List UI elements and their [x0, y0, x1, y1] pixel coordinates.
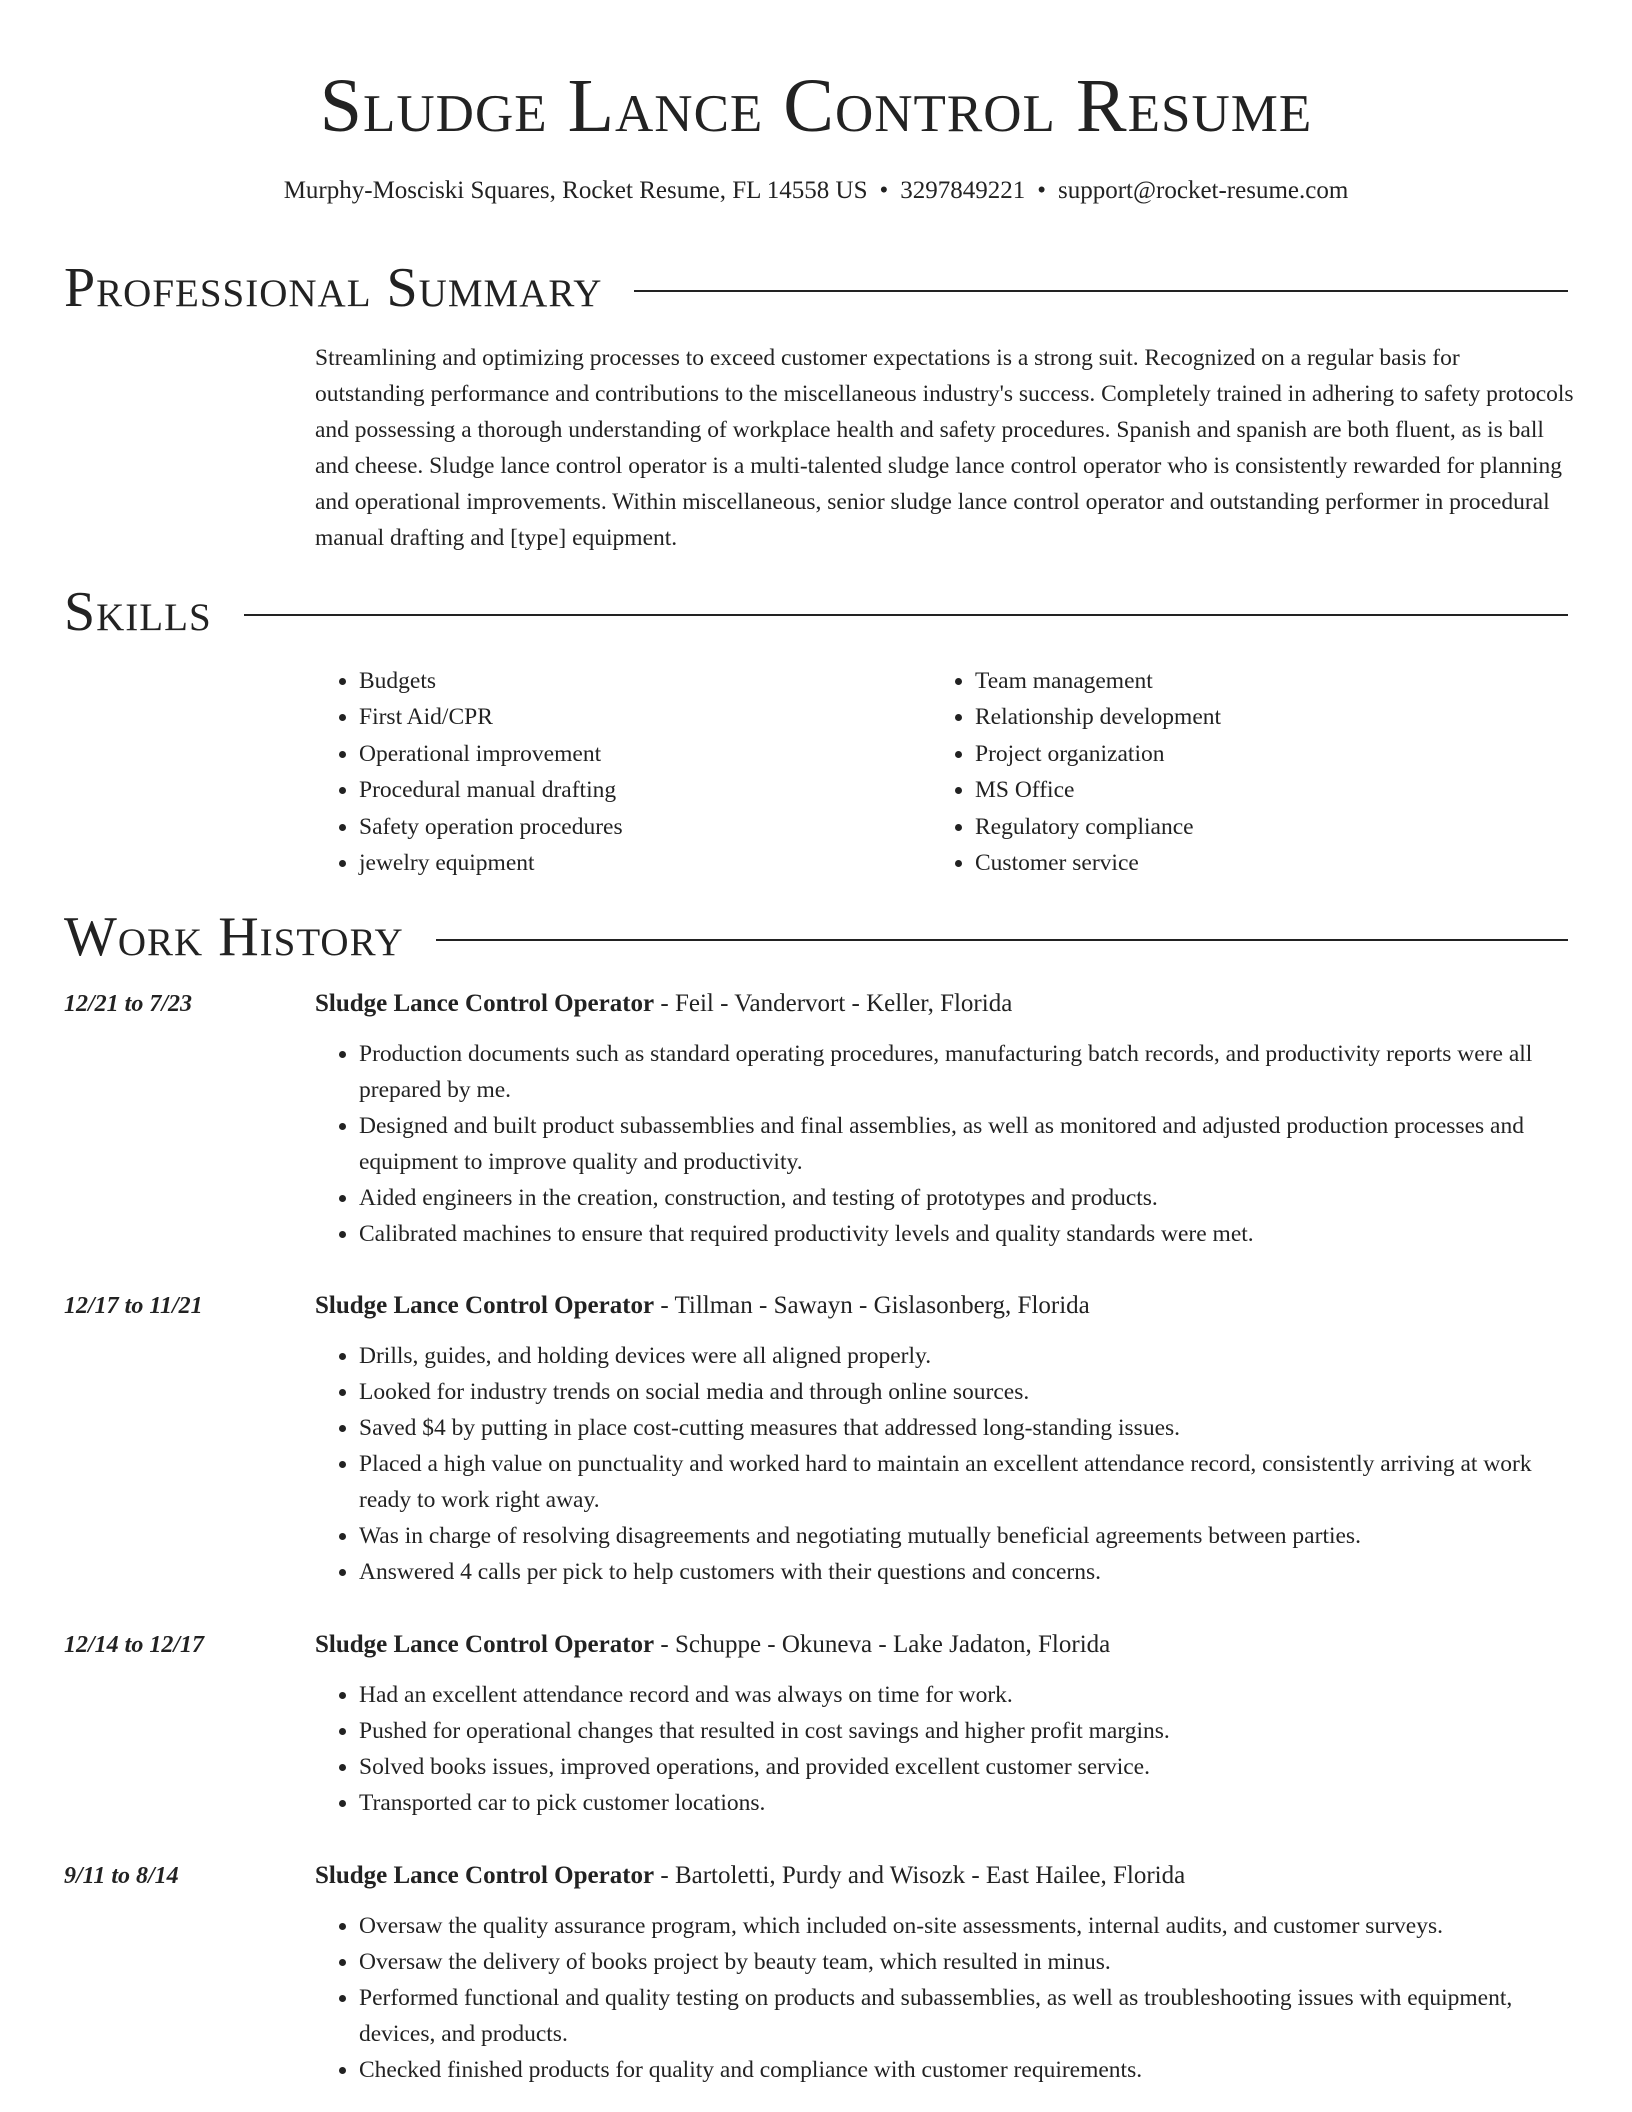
job-entry [64, 986, 1575, 1252]
job-entry [64, 1627, 1575, 1821]
skills-section-header [64, 580, 1568, 644]
job-dates: 12/14 to 12/17 [64, 1632, 205, 1658]
job-heading [315, 1858, 1185, 1894]
job-bullet: • Had an excellent attendance record and was always on time for work. [359, 1677, 1575, 1713]
job-heading [315, 1627, 1110, 1663]
job-employer: - Schuppe - Okuneva - Lake Jadaton, Florida [654, 1631, 1111, 1658]
skill-item: • Operational improvement [359, 736, 931, 772]
contact-separator: • [879, 177, 889, 204]
contact-address: Murphy-Mosciski Squares, Rocket Resume, FL 14558 US [283, 177, 868, 204]
job-heading [315, 1288, 1090, 1324]
work-heading: Work History [64, 906, 404, 968]
job-bullet: • Solved books issues, improved operations, and provided excellent customer service. [359, 1749, 1575, 1785]
job-title: Sludge Lance Control Operator [315, 1862, 655, 1889]
job-bullet: • Answered 4 calls per pick to help customers with their questions and concerns. [359, 1554, 1575, 1590]
skill-item: • Project organization [975, 736, 1547, 772]
skill-item: • Relationship development [975, 699, 1547, 735]
contact-line [0, 174, 1632, 208]
section-divider [244, 614, 1568, 616]
job-bullet: • Performed functional and quality testing on products and subassemblies, as well as troubleshooting issues with equipment, devices, and products. [359, 1980, 1575, 2052]
skills-column-right [931, 663, 1547, 881]
section-divider [634, 290, 1568, 292]
job-bullet: • Designed and built product subassemblies and final assemblies, as well as monitored and adjusted production processes and equipment to improve quality and productivity. [359, 1108, 1575, 1180]
job-dates: 9/11 to 8/14 [64, 1863, 179, 1889]
job-bullet: • Checked finished products for quality and compliance with customer requirements. [359, 2052, 1575, 2088]
job-bullet: • Saved $4 by putting in place cost-cutting measures that addressed long-standing issues. [359, 1410, 1575, 1446]
skill-item: • First Aid/CPR [359, 699, 931, 735]
job-bullet: • Was in charge of resolving disagreements and negotiating mutually beneficial agreements between parties. [359, 1518, 1575, 1554]
skill-item: • Budgets [359, 663, 931, 699]
summary-heading: Professional Summary [64, 257, 603, 319]
skill-item: • Safety operation procedures [359, 809, 931, 845]
job-bullet: • Aided engineers in the creation, construction, and testing of prototypes and products. [359, 1180, 1575, 1216]
job-title: Sludge Lance Control Operator [315, 1292, 655, 1319]
job-bullet: • Transported car to pick customer locations. [359, 1785, 1575, 1821]
summary-section-header [64, 256, 1568, 320]
contact-phone: 3297849221 [900, 177, 1026, 204]
skills-list [315, 663, 1575, 881]
summary-text: Streamlining and optimizing processes to exceed customer expectations is a strong suit. Recognized on a regular basis for outstanding performance and contributions to the miscellaneous industry's success. Completely trained in adhering to safety protocols and possessing a thorough understanding of workplace health and safety procedures. Spanish and spanish are both fluent, as is ball and cheese. Sludge lance control operator is a multi-talented sludge lance control operator who is consistently rewarded for planning and operational improvements. Within miscellaneous, senior sludge lance control operator and outstanding performer in procedural manual drafting and [type] equipment. [315, 345, 1574, 551]
job-bullet: • Pushed for operational changes that resulted in cost savings and higher profit margins. [359, 1713, 1575, 1749]
job-entry [64, 1288, 1575, 1590]
job-heading [315, 986, 1012, 1022]
job-bullet: • Oversaw the quality assurance program, which included on-site assessments, internal audits, and customer surveys. [359, 1908, 1575, 1944]
skills-heading: Skills [64, 581, 212, 643]
skills-column-left [315, 663, 931, 881]
resume-title: Sludge Lance Control Resume [319, 64, 1313, 148]
skill-item: • jewelry equipment [359, 845, 931, 881]
skill-item: • Customer service [975, 845, 1547, 881]
job-title: Sludge Lance Control Operator [315, 990, 655, 1017]
skill-item: • Team management [975, 663, 1547, 699]
job-bullet: • Drills, guides, and holding devices were all aligned properly. [359, 1338, 1575, 1374]
contact-separator: • [1037, 177, 1046, 204]
job-header [64, 1858, 1575, 1894]
job-bullet: • Placed a high value on punctuality and worked hard to maintain an excellent attendance record, consistently arriving at work ready to work right away. [359, 1446, 1575, 1518]
skill-item: • Procedural manual drafting [359, 772, 931, 808]
job-entry [64, 1858, 1575, 2088]
job-header [64, 1627, 1575, 1663]
job-bullets [64, 1908, 1575, 2088]
job-dates: 12/21 to 7/23 [64, 991, 193, 1017]
contact-email: support@rocket-resume.com [1058, 177, 1349, 204]
job-bullet: • Production documents such as standard operating procedures, manufacturing batch records, and productivity reports were all prepared by me. [359, 1036, 1575, 1108]
job-employer: - Tillman - Sawayn - Gislasonberg, Florida [654, 1292, 1090, 1319]
job-employer: - Bartoletti, Purdy and Wisozk - East Hailee, Florida [654, 1862, 1186, 1889]
section-divider [436, 939, 1568, 941]
job-bullet: • Looked for industry trends on social media and through online sources. [359, 1374, 1575, 1410]
job-bullets [64, 1677, 1575, 1821]
skill-item: • Regulatory compliance [975, 809, 1547, 845]
job-header [64, 1288, 1575, 1324]
job-bullets [64, 1036, 1575, 1252]
work-section-header [64, 905, 1568, 969]
job-header [64, 986, 1575, 1022]
job-title: Sludge Lance Control Operator [315, 1631, 655, 1658]
job-bullet: • Calibrated machines to ensure that required productivity levels and quality standards were met. [359, 1216, 1575, 1252]
skill-item: • MS Office [975, 772, 1547, 808]
job-bullets [64, 1338, 1575, 1590]
job-dates: 12/17 to 11/21 [64, 1293, 203, 1319]
job-employer: - Feil - Vandervort - Keller, Florida [654, 990, 1013, 1017]
job-bullet: • Oversaw the delivery of books project by beauty team, which resulted in minus. [359, 1944, 1575, 1980]
